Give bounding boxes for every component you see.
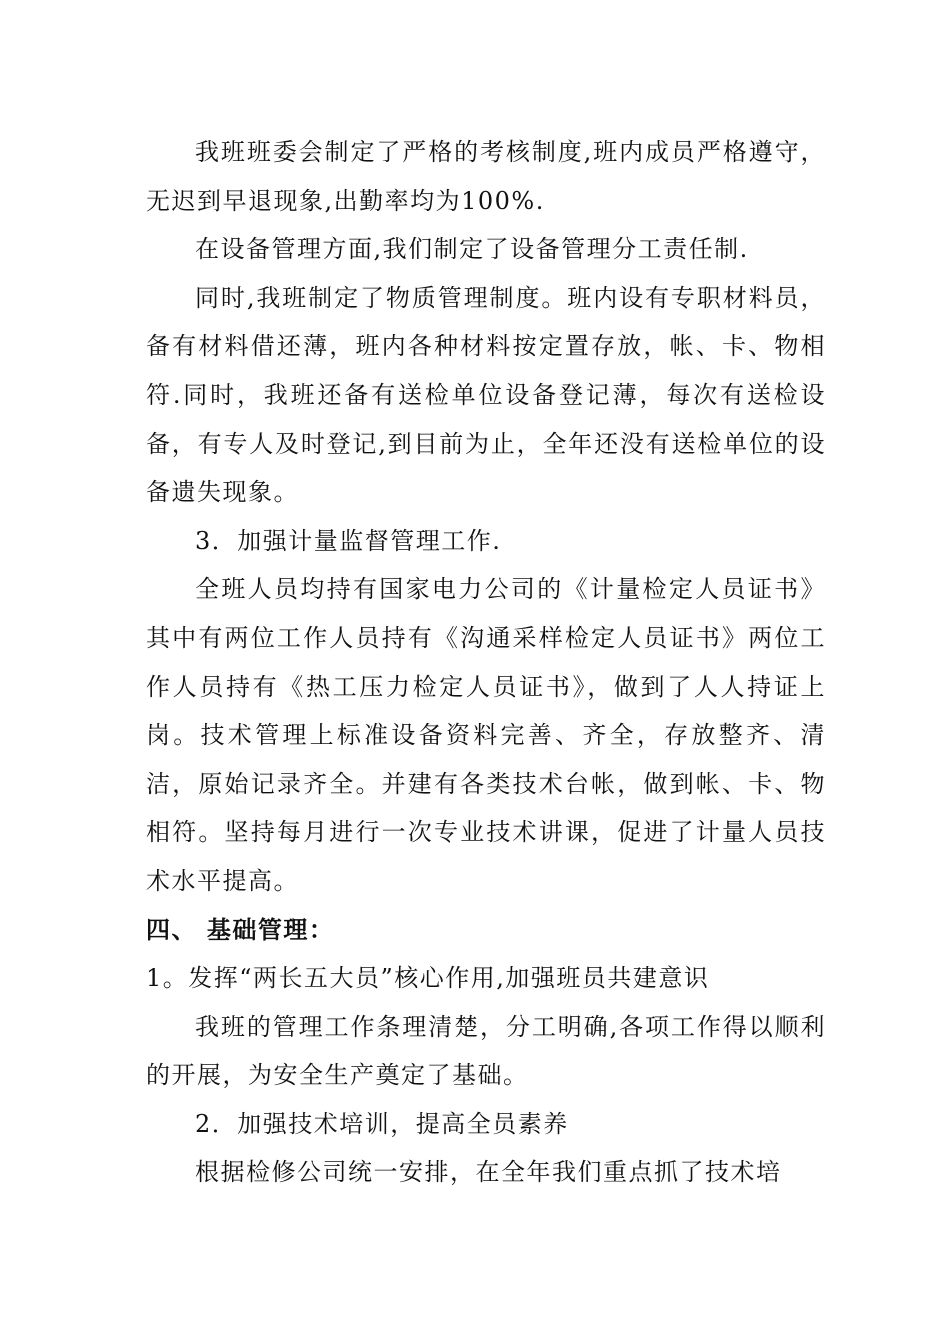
paragraph-attendance: 我班班委会制定了严格的考核制度,班内成员严格遵守，无迟到早退现象,出勤率均为100%. xyxy=(146,138,826,215)
paragraph-training-heading: 2．加强技术培训，提高全员素养 xyxy=(195,1109,569,1138)
section-heading-basic-management: 四、 基础管理： xyxy=(146,915,335,944)
paragraph-core-role: 1。发挥“两长五大员”核心作用,加强班员共建意识 xyxy=(146,964,710,993)
paragraph-management-clear: 我班的管理工作条理清楚，分工明确,各项工作得以顺利的开展，为安全生产奠定了基础。 xyxy=(146,1012,826,1090)
paragraph-equipment-management: 在设备管理方面,我们制定了设备管理分工责任制. xyxy=(195,235,749,264)
paragraph-material-management: 同时,我班制定了物质管理制度。班内设有专职材料员，备有材料借还薄，班内各种材料按定置存放，帐、卡、物相符.同时，我班还备有送检单位设备登记薄，每次有送检设备，有专人及时登记,到目前为止，全年还没有送检单位的设备遗失现象。 xyxy=(146,283,826,507)
paragraph-certificates: 全班人员均持有国家电力公司的《计量检定人员证书》其中有两位工作人员持有《沟通采样检定人员证书》两位工作人员持有《热工压力检定人员证书》，做到了人人持证上岗。技术管理上标准设备资料完善、齐全，存放整齐、清洁，原始记录齐全。并建有各类技术台帐，做到帐、卡、物相符。坚持每月进行一次专业技术讲课，促进了计量人员技术水平提高。 xyxy=(146,575,826,895)
paragraph-training-body: 根据检修公司统一安排，在全年我们重点抓了技术培 xyxy=(195,1158,782,1187)
document-body xyxy=(146,128,826,1197)
paragraph-metrology-heading: 3．加强计量监督管理工作. xyxy=(195,526,502,555)
